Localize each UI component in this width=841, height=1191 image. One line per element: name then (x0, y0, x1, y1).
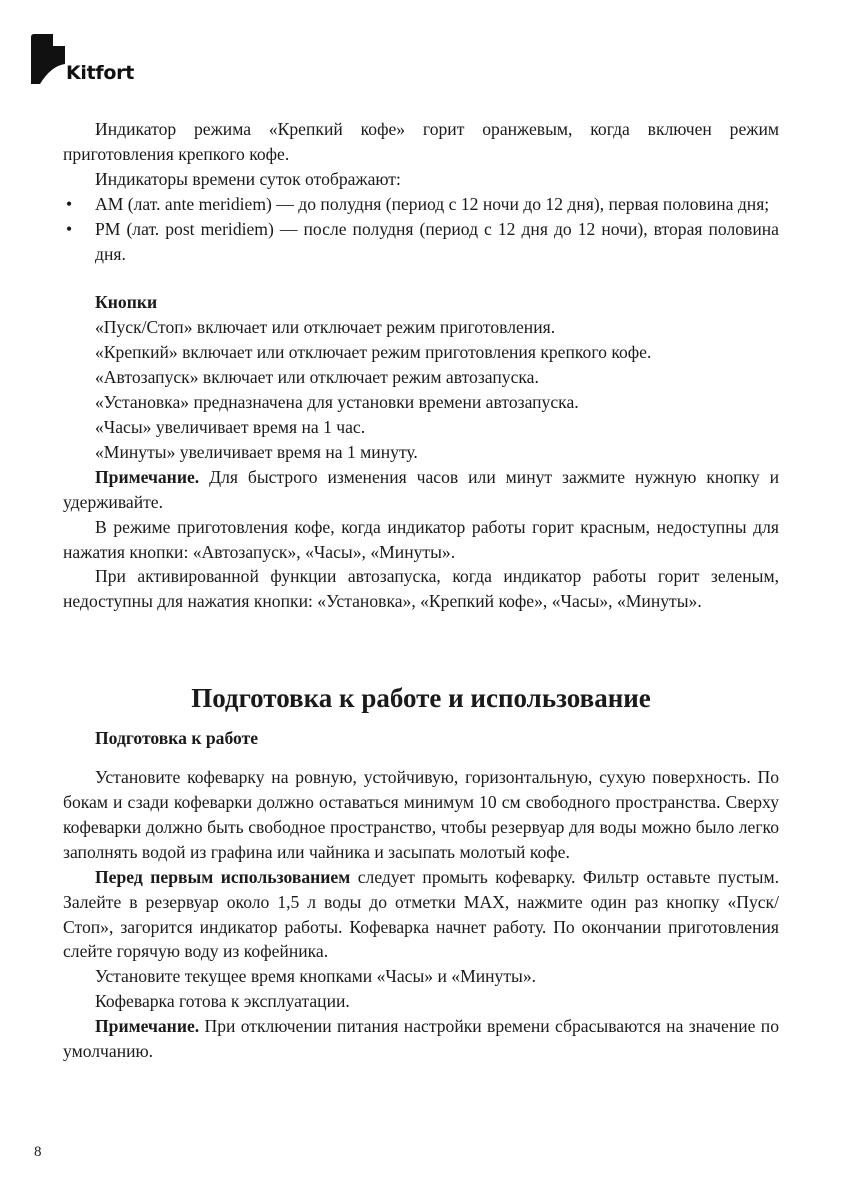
first-use-text: следует промыть кофеварку. Фильтр оставьте пустым. Залейте в резервуар около 1,5 л воды до отметки MAX, нажмите один раз кнопку «Пуск/Стоп», загорится индикатор работы. Кофеварка начнет работу. По окончании приготовления слейте горячую воду из кофейника. (63, 866, 779, 962)
button-description: «Пуск/Стоп» включает или отключает режим приготовления. (95, 317, 556, 338)
paragraph-set-time: Установите текущее время кнопками «Часы» и «Минуты». (95, 966, 537, 987)
page-content (63, 117, 779, 1064)
note-label: Примечание. (95, 466, 200, 487)
button-description: «Крепкий» включает или отключает режим приготовления крепкого кофе. (95, 342, 652, 363)
button-description: «Часы» увеличивает время на 1 час. (95, 416, 366, 437)
paragraph-time-indicators: Индикаторы времени суток отображают: (95, 168, 401, 189)
note-text: При отключении питания настройки времени сбрасываются на значение по умолчанию. (63, 1016, 779, 1062)
paragraph-autostart: При активированной функции автозапуска, когда индикатор работы горит зеленым, недоступны для нажатия кнопки: «Установка», «Крепкий кофе», «Часы», «Минуты». (63, 566, 779, 612)
buttons-heading: Кнопки (95, 292, 158, 313)
paragraph-strong-indicator: Индикатор режима «Крепкий кофе» горит оранжевым, когда включен режим приготовления крепкого кофе. (63, 119, 779, 164)
paragraph-placement: Установите кофеварку на ровную, устойчивую, горизонтальную, сухую поверхность. По бокам и сзади кофеварки должно оставаться минимум 10 см свободного пространства. Сверху кофеварки должно быть свободное пространство, чтобы резервуар для воды можно было легко заполнять водой из графина или чайника и засыпать молотый кофе. (63, 767, 779, 862)
button-description: «Автозапуск» включает или отключает режим автозапуска. (95, 367, 539, 388)
note-label: Примечание. (95, 1016, 200, 1037)
brand-logo (31, 34, 151, 84)
subheading: Подготовка к работе (95, 728, 259, 749)
note-text: Для быстрого изменения часов или минут зажмите нужную кнопку и удерживайте. (63, 466, 779, 512)
first-use-label: Перед первым использованием (95, 866, 351, 887)
paragraph-first-use (63, 865, 779, 965)
kitfort-logo-icon (31, 34, 65, 84)
list-item (63, 217, 779, 267)
page-number: 8 (34, 1144, 42, 1160)
note-paragraph (63, 465, 779, 515)
bullet-icon: • (66, 193, 73, 214)
paragraph-ready: Кофеварка готова к эксплуатации. (95, 991, 350, 1012)
list-item (63, 192, 779, 217)
button-description: «Минуты» увеличивает время на 1 минуту. (95, 441, 418, 462)
list-item-text: PM (лат. post meridiem) — после полудня (период с 12 дня до 12 ночи), вторая половина дня. (95, 218, 779, 264)
button-description: «Установка» предназначена для установки времени автозапуска. (95, 392, 579, 413)
brand-name: Kitfort (66, 62, 134, 84)
bullet-icon: • (66, 218, 73, 239)
time-indicators-list (63, 192, 779, 267)
note-paragraph (63, 1014, 779, 1064)
section-title: Подготовка к работе и использование (191, 683, 651, 714)
paragraph-brew-mode: В режиме приготовления кофе, когда индикатор работы горит красным, недоступны для нажатия кнопки: «Автозапуск», «Часы», «Минуты». (63, 516, 779, 562)
list-item-text: AM (лат. ante meridiem) — до полудня (период с 12 ночи до 12 дня), первая половина дня; (95, 193, 770, 214)
